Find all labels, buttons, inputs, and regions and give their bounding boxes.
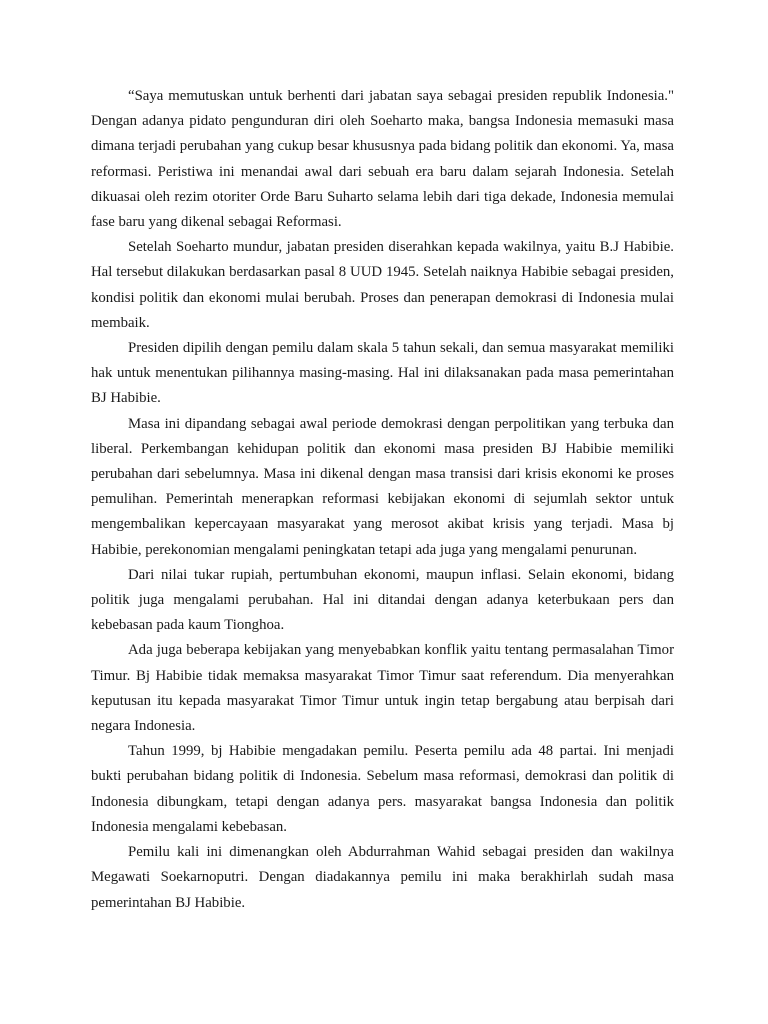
paragraph-1: “Saya memutuskan untuk berhenti dari jabatan saya sebagai presiden republik Indonesia." Dengan adanya pidato pengunduran diri oleh Soeharto maka, bangsa Indonesia memasuki masa dimana terjadi perubahan yang cukup besar khususnya pada bidang politik dan ekonomi. Ya, masa reformasi. Peristiwa ini menandai awal dari sebuah era baru dalam sejarah Indonesia. Setelah dikuasai oleh rezim otoriter Orde Baru Suharto selama lebih dari tiga dekade, Indonesia memulai fase baru yang dikenal sebagai Reformasi. <box>91 88 674 231</box>
paragraph-5: Dari nilai tukar rupiah, pertumbuhan ekonomi, maupun inflasi. Selain ekonomi, bidang politik juga mengalami perubahan. Hal ini ditandai dengan adanya keterbukaan pers dan kebebasan pada kaum Tionghoa. <box>91 566 674 634</box>
paragraph-4: Masa ini dipandang sebagai awal periode demokrasi dengan perpolitikan yang terbuka dan liberal. Perkembangan kehidupan politik dan ekonomi masa presiden BJ Habibie memiliki perubahan dari sebelumnya. Masa ini dikenal dengan masa transisi dari krisis ekonomi ke proses pemulihan. Pemerintah menerapkan reformasi kebijakan ekonomi di sejumlah sektor untuk mengembalikan kepercayaan masyarakat yang merosot akibat krisis yang terjadi. Masa bj Habibie, perekonomian mengalami peningkatan tetapi ada juga yang mengalami penurunan. <box>91 415 674 558</box>
paragraph-8: Pemilu kali ini dimenangkan oleh Abdurrahman Wahid sebagai presiden dan wakilnya Megawati Soekarnoputri. Dengan diadakannya pemilu ini maka berakhirlah sudah masa pemerintahan BJ Habibie. <box>91 844 674 911</box>
paragraph-2: Setelah Soeharto mundur, jabatan presiden diserahkan kepada wakilnya, yaitu B.J Habibie. Hal tersebut dilakukan berdasarkan pasal 8 UUD 1945. Setelah naiknya Habibie sebagai presiden, kondisi politik dan ekonomi mulai berubah. Proses dan penerapan demokrasi di Indonesia mulai membaik. <box>91 239 674 331</box>
paragraph-3: Presiden dipilih dengan pemilu dalam skala 5 tahun sekali, dan semua masyarakat memiliki hak untuk menentukan pilihannya masing-masing. Hal ini dilaksanakan pada masa pemerintahan BJ Habibie. <box>91 340 674 407</box>
document-body <box>91 84 674 916</box>
paragraph-7: Tahun 1999, bj Habibie mengadakan pemilu. Peserta pemilu ada 48 partai. Ini menjadi bukti perubahan bidang politik di Indonesia. Sebelum masa reformasi, demokrasi dan politik di Indonesia dibungkam, tetapi dengan adanya pers. masyarakat bangsa Indonesia dan politik Indonesia mengalami kebebasan. <box>91 743 674 835</box>
paragraph-6: Ada juga beberapa kebijakan yang menyebabkan konflik yaitu tentang permasalahan Timor Timur. Bj Habibie tidak memaksa masyarakat Timor Timur saat referendum. Dia menyerahkan keputusan itu kepada masyarakat Timor Timur untuk ingin tetap bergabung atau berpisah dari negara Indonesia. <box>91 642 674 735</box>
